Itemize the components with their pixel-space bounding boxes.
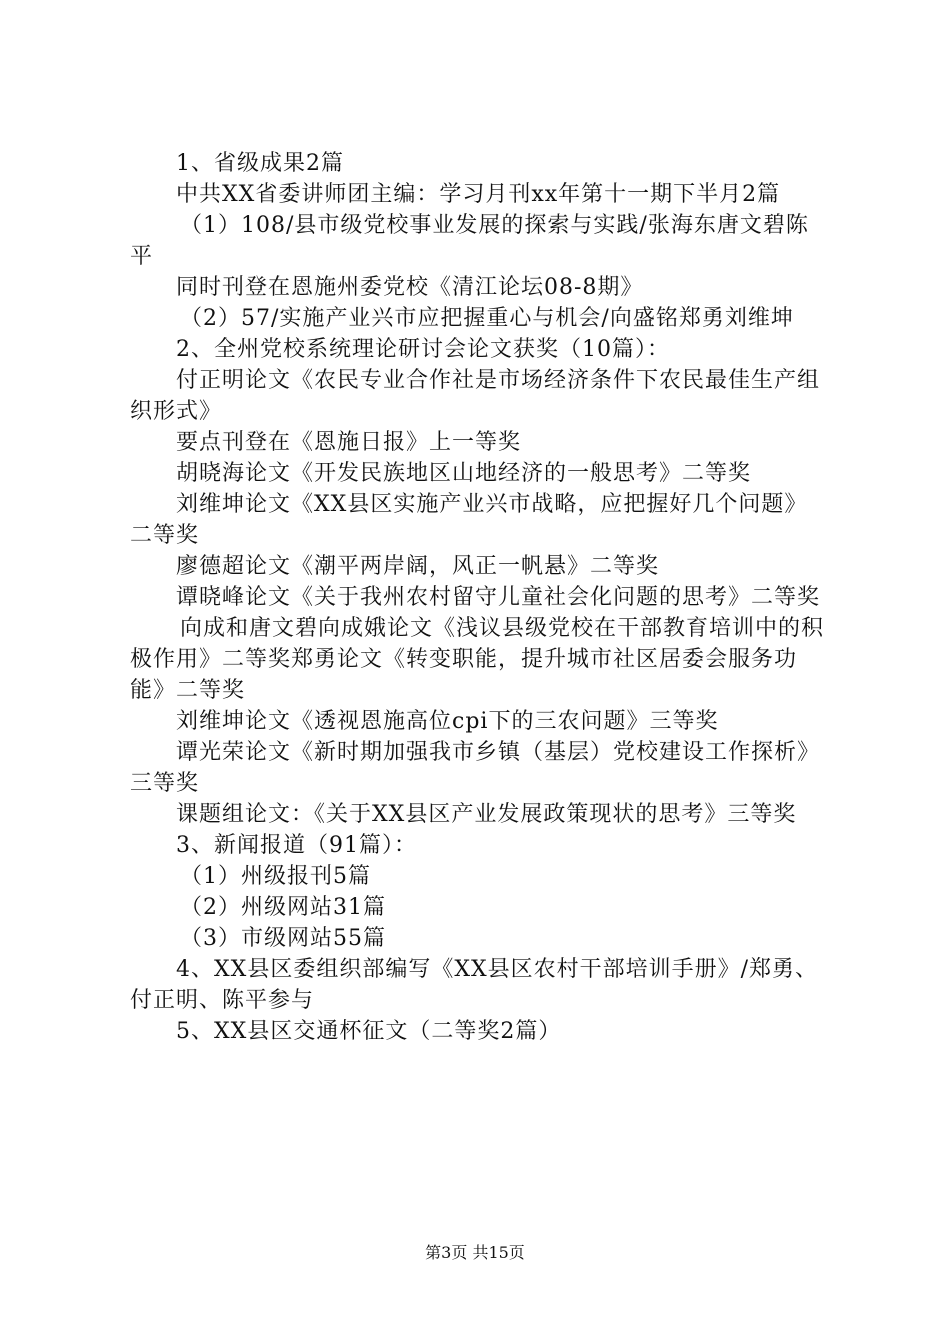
paragraph: （2）57/实施产业兴市应把握重心与机会/向盛铭郑勇刘维坤 [180,306,794,331]
page-number-footer: 第3页 共15页 [425,1243,525,1262]
paragraph: 谭晓峰论文《关于我州农村留守儿童社会化问题的思考》二等奖 [176,585,821,610]
paragraph: 要点刊登在《恩施日报》上一等奖 [176,430,522,455]
paragraph: 课题组论文：《关于XX县区产业发展政策现状的思考》三等奖 [176,802,797,827]
paragraph: （3）市级网站55篇 [180,926,386,951]
paragraph: 谭光荣论文《新时期加强我市乡镇（基层）党校建设工作探析》三等奖 [130,740,821,796]
paragraph: （1）州级报刊5篇 [180,864,371,889]
paragraph: 1、省级成果2篇 [176,151,344,176]
paragraph: 2、全州党校系统理论研讨会论文获奖（10篇）： [176,337,670,362]
paragraph: 5、XX县区交通杯征文（二等奖2篇） [176,1019,562,1044]
paragraph: 刘维坤论文《XX县区实施产业兴市战略，应把握好几个问题》二等奖 [130,492,808,548]
paragraph: 向成和唐文碧向成娥论文《浅议县级党校在干部教育培训中的积极作用》二等奖郑勇论文《转变职能，提升城市社区居委会服务功能》二等奖 [130,616,825,703]
paragraph: 廖德超论文《潮平两岸阔，风正一帆悬》二等奖 [176,554,660,579]
paragraph: 刘维坤论文《透视恩施高位cpi下的三农问题》三等奖 [176,709,719,734]
paragraph: 付正明论文《农民专业合作社是市场经济条件下农民最佳生产组织形式》 [130,368,821,424]
paragraph: 3、新闻报道（91篇）： [176,833,417,858]
paragraph: 同时刊登在恩施州委党校《清江论坛08-8期》 [176,275,644,300]
document-body [130,148,830,1047]
paragraph: （2）州级网站31篇 [180,895,386,920]
paragraph: 中共XX省委讲师团主编：学习月刊xx年第十一期下半月2篇 [176,182,781,207]
paragraph: 4、XX县区委组织部编写《XX县区农村干部培训手册》/郑勇、付正明、陈平参与 [130,957,819,1013]
paragraph: （1）108/县市级党校事业发展的探索与实践/张海东唐文碧陈平 [130,213,809,269]
paragraph: 胡晓海论文《开发民族地区山地经济的一般思考》二等奖 [176,461,752,486]
